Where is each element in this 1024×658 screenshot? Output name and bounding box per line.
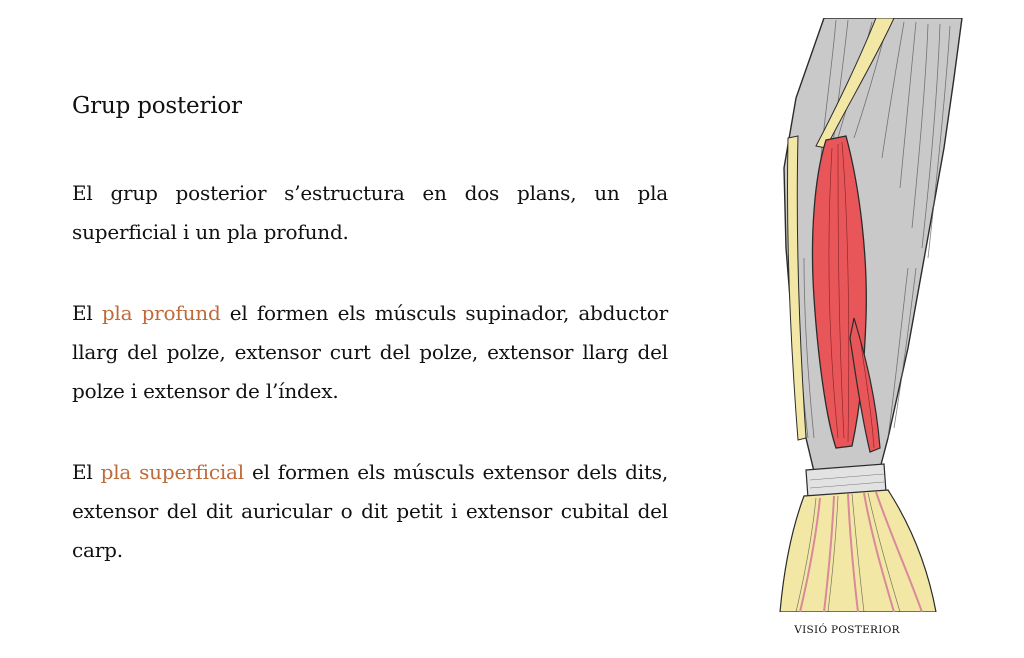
superficial-plane-highlight: pla superficial	[100, 460, 244, 484]
deep-plane-highlight: pla profund	[101, 301, 221, 325]
deep-plane-prefix: El	[72, 301, 102, 325]
superficial-plane-prefix: El	[72, 460, 101, 484]
text-column	[72, 88, 668, 570]
intro-paragraph: El grup posterior s’estructura en dos plans, un pla superficial i un pla profund.	[72, 181, 668, 244]
superficial-plane-paragraph	[72, 453, 668, 570]
section-title: Grup posterior	[72, 93, 242, 119]
figure-caption: VISIÓ POSTERIOR	[794, 624, 900, 636]
deep-plane-paragraph	[72, 294, 668, 411]
deep-plane-text: el formen els músculs supinador, abductor llarg del polze, extensor curt del polze, extensor llarg del polze i extensor de l’índex.	[72, 301, 668, 403]
forearm-illustration	[776, 18, 966, 612]
superficial-plane-text: el formen els músculs extensor dels dits, extensor del dit auricular o dit petit i extensor cubital del carp.	[72, 460, 668, 562]
